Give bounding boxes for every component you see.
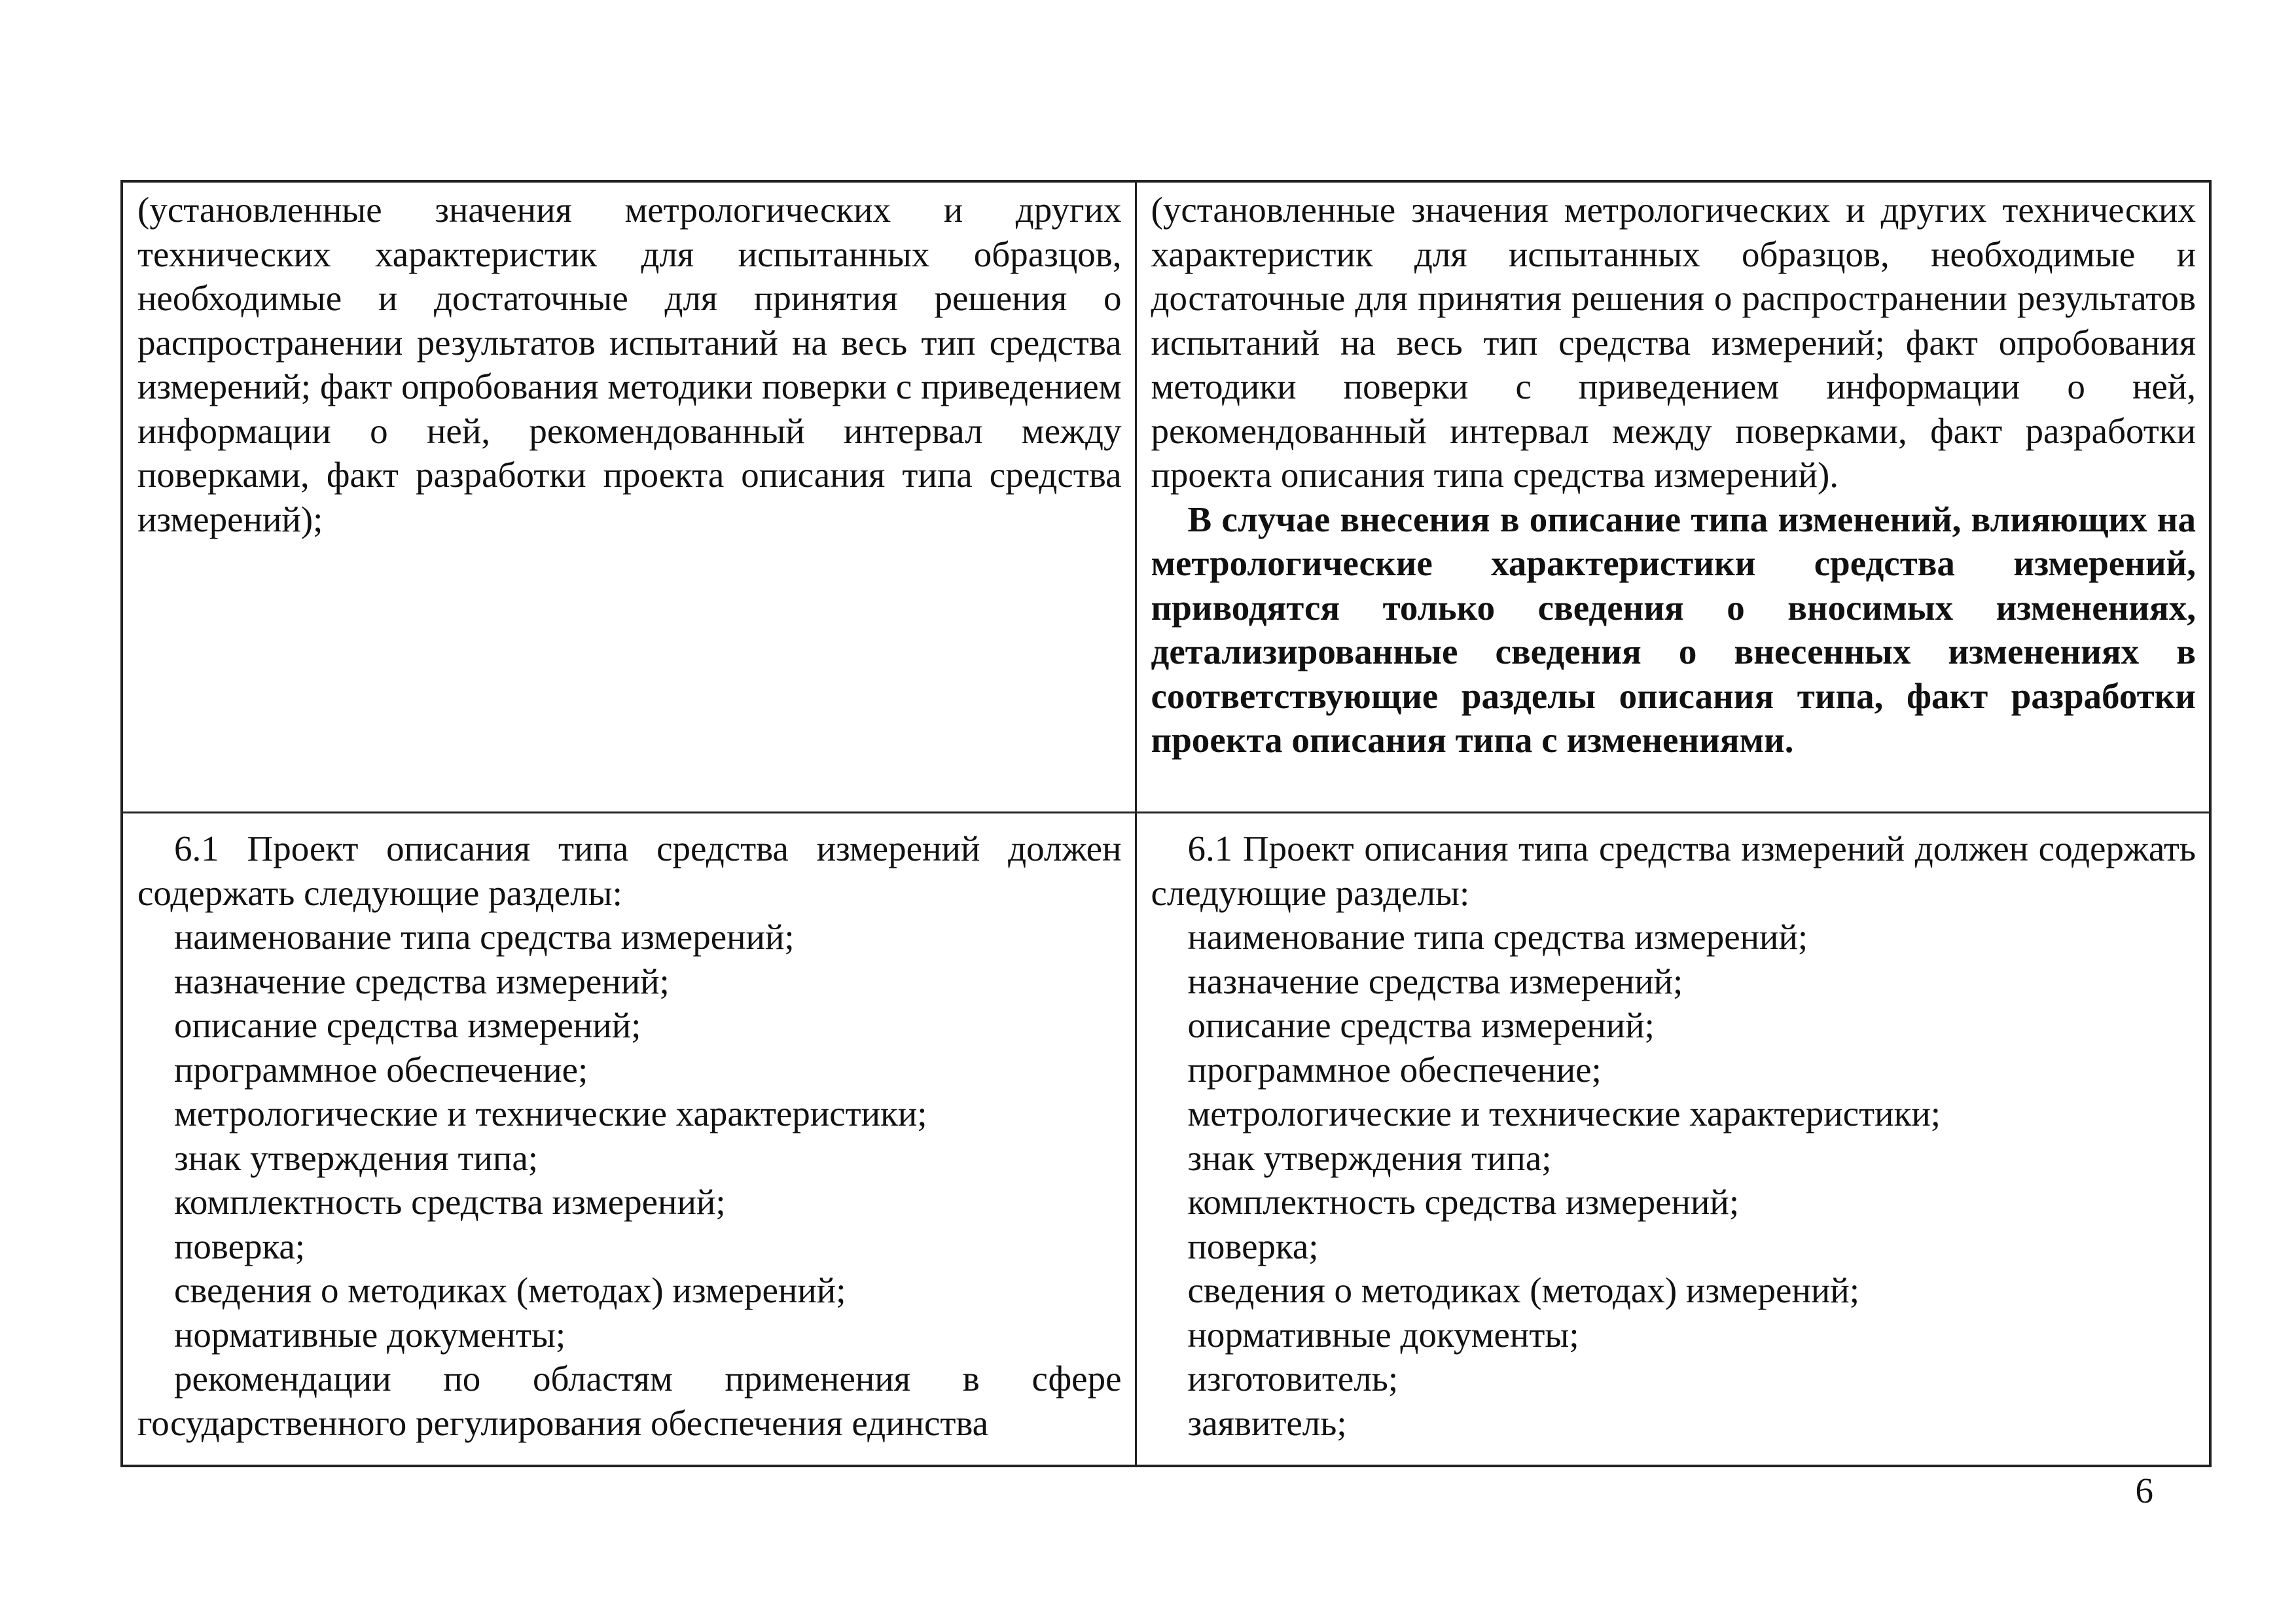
list-item: нормативные документы; <box>174 1314 566 1355</box>
list-item: нормативные документы; <box>1187 1314 1579 1355</box>
table-row <box>122 813 2210 1467</box>
left-sections-list <box>137 915 1122 1445</box>
list-item: рекомендации по областям применения в сфере государственного регулирования обеспечения единства <box>137 1359 1122 1443</box>
list-item: назначение средства измерений; <box>174 961 670 1001</box>
left-sections-intro: 6.1 Проект описания типа средства измерений должен содержать следующие разделы: <box>137 829 1122 913</box>
list-item: метрологические и технические характеристики; <box>1187 1094 1941 1133</box>
list-item: поверка; <box>1187 1226 1319 1266</box>
list-item: знак утверждения типа; <box>174 1137 539 1178</box>
list-item: наименование типа средства измерений; <box>1187 917 1808 957</box>
list-item: описание средства измерений; <box>174 1005 641 1045</box>
list-item: изготовитель; <box>1187 1359 1399 1399</box>
list-item: сведения о методиках (методах) измерений; <box>174 1270 846 1310</box>
right-sections-intro: 6.1 Проект описания типа средства измерений должен содержать следующие разделы: <box>1151 829 2196 913</box>
table-cell-left-bottom <box>122 813 1136 1467</box>
list-item: программное обеспечение; <box>1187 1049 1602 1090</box>
table-cell-right-top <box>1136 181 2210 813</box>
page-number: 6 <box>2135 1471 2153 1510</box>
table-cell-left-top <box>122 181 1136 813</box>
table-row <box>122 181 2210 813</box>
list-item: программное обеспечение; <box>174 1049 588 1090</box>
list-item: поверка; <box>174 1226 306 1266</box>
list-item: назначение средства измерений; <box>1187 961 1683 1001</box>
right-paragraph-changes-bold: В случае внесения в описание типа изменений, влияющих на метрологические характеристики средства измерений, приводятся только сведения о вносимых изменениях, детализированные сведения о внесенных изменениях в соответствующие разделы описания типа, факт разработки проекта описания типа с изменениями. <box>1151 499 2196 760</box>
list-item: метрологические и технические характеристики; <box>174 1094 927 1133</box>
list-item: наименование типа средства измерений; <box>174 917 795 957</box>
list-item: заявитель; <box>1187 1402 1347 1443</box>
right-paragraph-characteristics: (установленные значения метрологических и других технических характеристик для испытанных образцов, необходимые и достаточные для принятия решения о распространении результатов испытаний на весь тип средства измерений; факт опробования методики поверки с приведением информации о ней, рекомендованный интервал между поверками, факт разработки проекта описания типа средства измерений). <box>1151 190 2196 495</box>
left-paragraph-characteristics: (установленные значения метрологических и других технических характеристик для испытанных образцов, необходимые и достаточные для принятия решения о распространении результатов испытаний на весь тип средства измерений; факт опробования методики поверки с приведением информации о ней, рекомендованный интервал между поверками, факт разработки проекта описания типа средства измерений); <box>137 190 1122 539</box>
right-sections-list <box>1151 915 2197 1445</box>
list-item: комплектность средства измерений; <box>174 1182 726 1222</box>
list-item: описание средства измерений; <box>1187 1005 1655 1045</box>
list-item: комплектность средства измерений; <box>1187 1182 1740 1222</box>
comparison-table <box>120 180 2212 1467</box>
list-item: знак утверждения типа; <box>1187 1137 1552 1178</box>
table-cell-right-bottom <box>1136 813 2210 1467</box>
list-item: сведения о методиках (методах) измерений; <box>1187 1270 1860 1310</box>
